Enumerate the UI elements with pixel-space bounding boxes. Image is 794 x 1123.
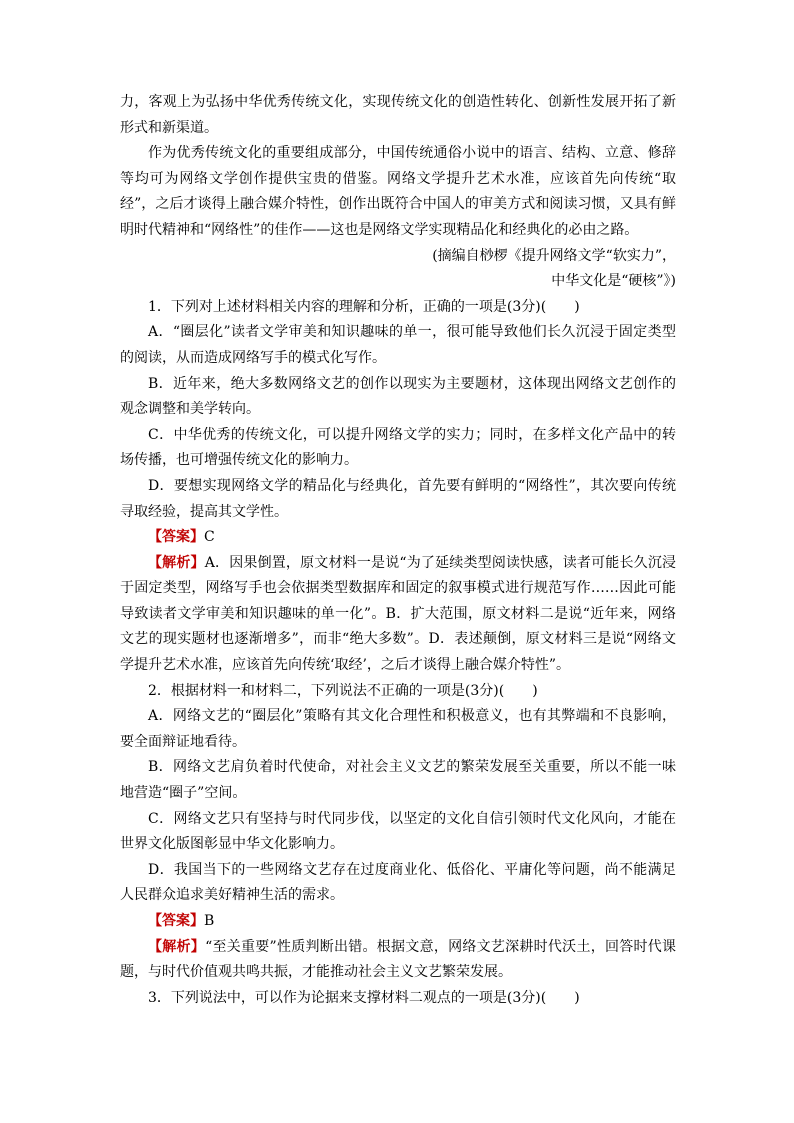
answer-tag: 【答案】 (148, 529, 204, 546)
question-2-stem: 2．根据材料一和材料二，下列说法不正确的一项是(3分)( ) (148, 682, 538, 699)
question-2-analysis (120, 935, 676, 986)
question-1-option-c: C．中华优秀的传统文化，可以提升网络文学的实力；同时，在多样文化产品中的转场传播，也可增强传统文化的影响力。 (120, 426, 676, 469)
question-2-option-a: A．网络文艺的“圈层化”策略有其文化合理性和积极意义，也有其弊端和不良影响，要全面辩证地看待。 (120, 708, 676, 750)
document-page (120, 90, 676, 1011)
question-1-option-b: B．近年来，绝大多数网络文艺的创作以现实为主要题材，这体现出网络文艺创作的观念调整和美学转向。 (120, 375, 676, 418)
analysis-text: “至关重要”性质判断出错。根据文意，网络文艺深耕时代沃土，回答时代课题，与时代价值观共鸣共振，才能推动社会主义文艺繁荣发展。 (120, 938, 677, 981)
source-citation-line-1: (摘编自桫椤《提升网络文学“软实力”， (432, 247, 676, 264)
analysis-text: A．因果倒置，原文材料一是说“为了延续类型阅读快感，读者可能长久沉浸于固定类型，网络写手也会依据类型数据库和固定的叙事模式进行规范写作……因此可能导致读者文学审美和知识趣味的单一化”。B．扩大范围，原文材料二是说“近年来，网络文艺的现实题材也逐渐增多”，而非“绝大多数”。D．表述颠倒，原文材料三是说“网络文学提升艺术水准，应该首先向传统‘取经’，之后才谈得上融合媒介特性”。 (120, 554, 677, 674)
analysis-tag: 【解析】 (148, 554, 205, 571)
question-1-analysis (120, 551, 676, 679)
answer-value: C (204, 529, 215, 546)
passage-paragraph-2: 作为优秀传统文化的重要组成部分，中国传统通俗小说中的语言、结构、立意、修辞等均可为网络文学创作提供宝贵的借鉴。网络文学提升艺术水准，应该首先向传统“取经”，之后才谈得上融合媒介特性，创作出既符合中国人的审美方式和阅读习惯，又具有鲜明时代精神和“网络性”的佳作——这也是网络文学实现精品化和经典化的必由之路。 (120, 145, 676, 238)
question-2-option-b: B．网络文艺肩负着时代使命，对社会主义文艺的繁荣发展至关重要，所以不能一味地营造“圈子”空间。 (120, 759, 676, 802)
answer-tag: 【答案】 (148, 913, 204, 929)
question-1-option-d: D．要想实现网络文学的精品化与经典化，首先要有鲜明的“网络性”，其次要向传统寻取经验，提高其文学性。 (120, 477, 676, 520)
question-2-option-d: D．我国当下的一些网络文艺存在过度商业化、低俗化、平庸化等问题，尚不能满足人民群众追求美好精神生活的需求。 (120, 861, 676, 904)
source-citation-line-2: 中华文化是“硬核”》) (551, 273, 676, 290)
question-1-option-a: A．“圈层化”读者文学审美和知识趣味的单一，很可能导致他们长久沉浸于固定类型的阅读，从而造成网络写手的模式化写作。 (120, 324, 676, 366)
question-1-answer (120, 525, 676, 551)
question-2-answer (120, 909, 676, 935)
answer-value: B (204, 913, 215, 929)
question-1-stem: 1．下列对上述材料相关内容的理解和分析，正确的一项是(3分)( ) (148, 298, 580, 315)
passage-paragraph-1: 力，客观上为弘扬中华优秀传统文化，实现传统文化的创造性转化、创新性发展开拓了新形式和新渠道。 (120, 94, 676, 136)
question-2-option-c: C．网络文艺只有坚持与时代同步伐，以坚定的文化自信引领时代文化风向，才能在世界文化版图彰显中华文化影响力。 (120, 810, 676, 853)
analysis-tag: 【解析】 (148, 938, 206, 955)
question-3-stem: 3．下列说法中，可以作为论据来支撑材料二观点的一项是(3分)( ) (148, 989, 580, 1006)
